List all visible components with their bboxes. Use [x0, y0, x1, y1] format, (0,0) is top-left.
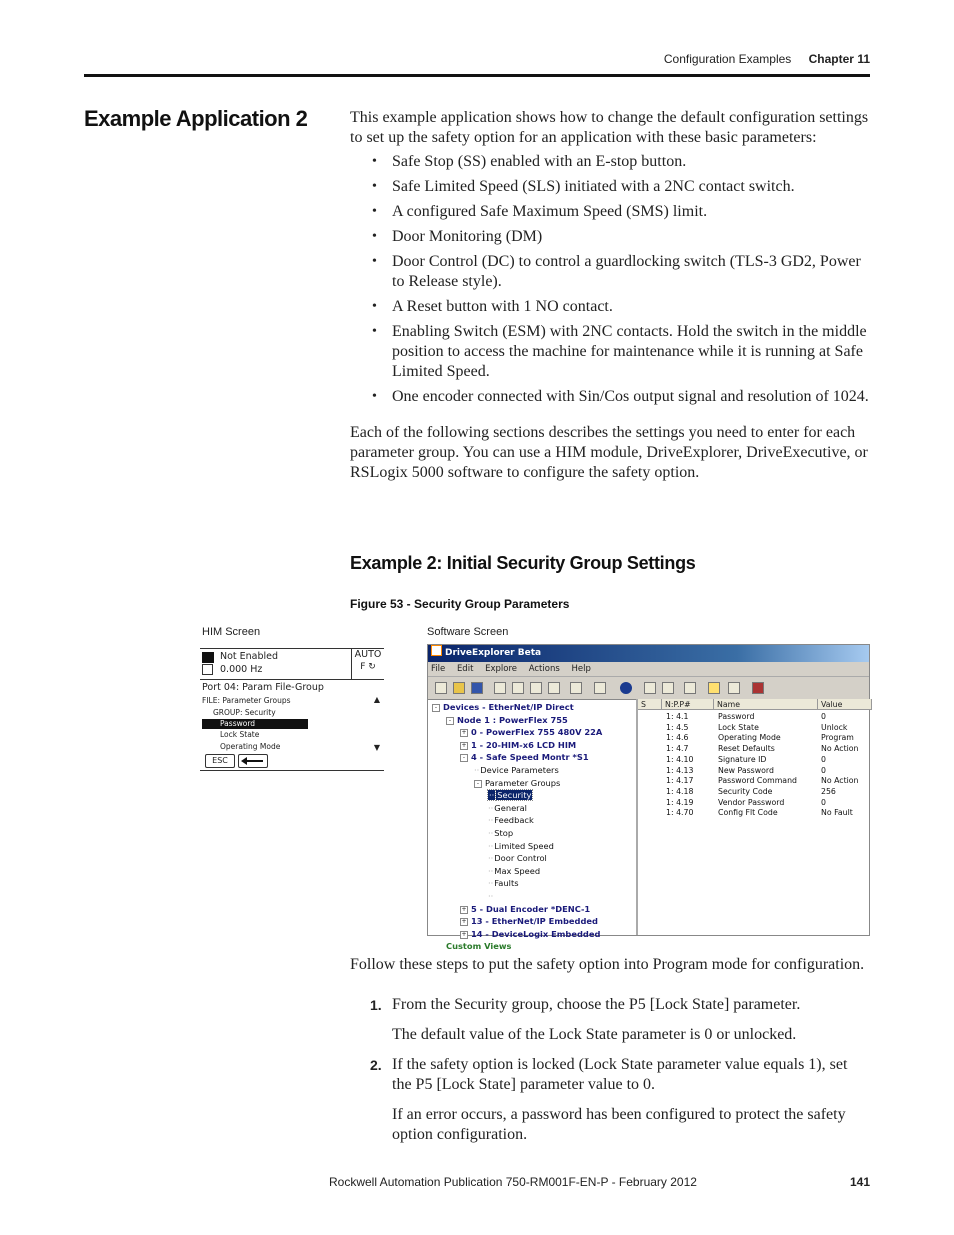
cut-icon[interactable] [494, 682, 506, 694]
tree-node[interactable] [460, 726, 602, 739]
tree-node[interactable] [488, 802, 527, 815]
parameter-list [350, 152, 870, 407]
tree-node-label: Custom Views [446, 941, 512, 952]
him-drive-status: Not Enabled [220, 651, 279, 662]
network-icon[interactable] [684, 682, 696, 694]
table-cell: Program [821, 733, 854, 743]
tree-node-label: Device Parameters [480, 765, 559, 775]
header-section: Configuration Examples [663, 52, 792, 66]
collapse-icon[interactable]: - [432, 704, 440, 712]
col-header-s[interactable]: S [638, 699, 662, 710]
paste-icon[interactable] [530, 682, 542, 694]
module-icon[interactable] [752, 682, 764, 694]
expand-icon[interactable]: + [461, 741, 467, 749]
properties-icon[interactable] [548, 682, 560, 694]
list-item: • Safe Limited Speed (SLS) initiated with a 2NC contact switch. [350, 177, 870, 197]
expand-icon[interactable]: + [461, 729, 467, 737]
table-cell: 1: 4.70 [666, 808, 694, 818]
back-arrow-button[interactable] [238, 754, 268, 768]
tree-node[interactable] [488, 840, 554, 853]
step-text: From the Security group, choose the P5 [Lock State] parameter. [392, 996, 801, 1013]
menu-file[interactable]: File [431, 664, 446, 674]
tree-node[interactable] [488, 827, 513, 840]
list-item: • Enabling Switch (ESM) with 2NC contacts. Hold the switch in the middle position to access the machine for maintenance while it is running at Safe Limited Speed. [350, 322, 870, 382]
table-cell: Operating Mode [718, 733, 781, 743]
toolbar [428, 677, 869, 700]
him-direction [352, 662, 384, 672]
tree-node[interactable] [488, 789, 532, 802]
him-screen-label: HIM Screen [202, 626, 261, 638]
step-number: 1. [370, 997, 382, 1013]
collapse-icon[interactable]: - [474, 780, 482, 788]
tree-node[interactable] [460, 915, 598, 928]
list-item: • Safe Stop (SS) enabled with an E-stop button. [350, 152, 870, 172]
table-cell: Unlock [821, 722, 848, 732]
rotate-icon: ↻ [368, 662, 376, 672]
tree-connector: ·· [489, 790, 495, 801]
table-row[interactable] [638, 787, 869, 798]
table-cell: 0 [821, 797, 826, 807]
body-text [350, 108, 870, 483]
table-cell: Password [718, 712, 755, 721]
table-row[interactable] [638, 808, 869, 819]
tree-node[interactable] [446, 714, 568, 727]
collapse-icon[interactable]: - [446, 717, 454, 725]
status-indicator-icon [202, 652, 214, 663]
scroll-down-icon[interactable]: ▼ [373, 743, 380, 752]
publication-footer: Rockwell Automation Publication 750-RM001F-EN-P - February 2012 [329, 1175, 697, 1189]
tree-node-label: Limited Speed [494, 840, 554, 851]
table-cell: No Fault [821, 808, 853, 818]
page-number: 141 [849, 1175, 870, 1189]
tree-node-label: Stop [494, 828, 514, 838]
step-note: The default value of the Lock State parameter is 0 or unlocked. [392, 1026, 797, 1043]
device-tree[interactable] [428, 699, 638, 952]
direction-label: F [360, 662, 366, 672]
header-chapter: Chapter 11 [808, 52, 870, 66]
table-cell: 1: 4.6 [666, 733, 689, 743]
step-item [350, 1055, 870, 1095]
tree-connector: ·· [488, 840, 494, 851]
tree-connector: ·· [488, 815, 494, 826]
table-cell: 256 [821, 786, 836, 796]
list-item: • Door Monitoring (DM) [350, 227, 870, 247]
wizard-icon[interactable] [708, 682, 720, 694]
expand-icon[interactable]: + [461, 930, 467, 938]
table-cell: 0 [821, 712, 826, 721]
col-header-npp[interactable]: N:P.P# [662, 699, 714, 710]
list-item: • One encoder connected with Sin/Cos output signal and resolution of 1024. [350, 387, 870, 407]
connect-icon[interactable] [570, 682, 582, 694]
table-cell: 1: 4.18 [666, 786, 694, 796]
help-icon[interactable] [728, 682, 740, 694]
tree-node-label: 4 - Safe Speed Montr *S1 [471, 752, 589, 763]
col-header-value[interactable]: Value [818, 699, 872, 710]
tree-node-label: Feedback [494, 815, 534, 826]
driveexplorer-window [427, 644, 870, 952]
tree-node[interactable] [488, 865, 540, 878]
tree-node-label: Security [497, 790, 532, 801]
list-item: • A Reset button with 1 NO contact. [350, 297, 870, 317]
tree-node-label: Max Speed [494, 865, 541, 876]
him-item-password[interactable] [202, 719, 308, 729]
step-text: If the safety option is locked (Lock State parameter value equals 1), set the P5 [Lock State] parameter value to 0. [392, 1056, 848, 1093]
tree-node-label: 0 - PowerFlex 755 480V 22A [471, 727, 603, 738]
list-item: • A configured Safe Maximum Speed (SMS) limit. [350, 202, 870, 222]
tree-node[interactable] [488, 852, 547, 865]
table-cell: 0 [821, 754, 826, 764]
table-row[interactable] [638, 776, 869, 787]
table-cell: New Password [718, 765, 774, 775]
table-cell: No Action [821, 744, 859, 754]
him-file: FILE: Parameter Groups [202, 696, 291, 705]
table-cell: Password Command [718, 776, 797, 786]
tree-connector: ·· [474, 765, 480, 775]
tree-node-label: 1 - 20-HIM-x6 LCD HIM [471, 739, 577, 750]
window-title: DriveExplorer Beta [445, 648, 542, 658]
tree-node[interactable] [488, 890, 494, 903]
tree-connector: ·· [488, 828, 494, 838]
tree-node-label: Faults [494, 878, 519, 889]
software-screen-label: Software Screen [427, 626, 509, 638]
expand-icon[interactable]: + [461, 918, 467, 926]
tree-connector: ·· [488, 891, 494, 901]
tree-node-label: Node 1 : PowerFlex 755 [457, 714, 568, 725]
tree-node-label: Devices - EtherNet/IP Direct [443, 702, 574, 712]
parameter-grid[interactable] [638, 699, 869, 935]
tree-node-label: 14 - DeviceLogix Embedded [471, 928, 601, 939]
table-cell: 1: 4.5 [666, 722, 689, 732]
tree-node[interactable] [432, 701, 574, 714]
tree-connector: ·· [488, 865, 494, 876]
him-group: GROUP: Security [213, 708, 276, 717]
him-status-bar [200, 648, 384, 680]
tree-node[interactable] [460, 739, 576, 752]
sections-paragraph: Each of the following sections describes the settings you need to enter for each parameter group. You can use a HIM module, DriveExplorer, DriveExecutive, or RSLogix 5000 software to configure the safety option. [350, 424, 868, 481]
intro-paragraph: This example application shows how to change the default configuration settings to set up the safety option for an application with these basic parameters: [350, 109, 869, 146]
tree-connector: ·· [488, 853, 494, 864]
scroll-up-icon[interactable]: ▲ [373, 695, 380, 704]
tree-node[interactable] [460, 751, 589, 764]
table-row[interactable] [638, 733, 869, 744]
info-icon[interactable] [620, 682, 632, 694]
step-item [350, 995, 870, 1015]
tree-node[interactable] [460, 928, 600, 941]
step-note: If an error occurs, a password has been configured to protect the safety option configuration. [392, 1106, 846, 1143]
him-mode: AUTO [354, 649, 382, 660]
collapse-icon[interactable]: - [460, 754, 468, 762]
menu-edit[interactable]: Edit [456, 664, 474, 674]
tree-node-label: Parameter Groups [485, 777, 561, 788]
menu-explore[interactable]: Explore [485, 664, 518, 674]
header-rule [84, 74, 870, 77]
tree-connector: ·· [488, 802, 494, 813]
table-cell: Lock State [718, 722, 759, 732]
table-cell: 1: 4.17 [666, 776, 694, 786]
tree-node[interactable] [446, 940, 511, 953]
figure-caption: Figure 53 - Security Group Parameters [350, 597, 570, 611]
compare-icon[interactable] [662, 682, 674, 694]
table-cell: Security Code [718, 786, 773, 796]
tree-node-label: 13 - EtherNet/IP Embedded [471, 916, 598, 927]
table-row[interactable] [638, 723, 869, 734]
table-cell: 1: 4.7 [666, 744, 689, 754]
tree-node-label: General [494, 802, 527, 813]
table-row[interactable] [638, 766, 869, 777]
tree-node[interactable] [488, 877, 519, 890]
tree-node[interactable] [460, 903, 590, 916]
app-icon [431, 645, 442, 656]
expand-icon[interactable]: + [461, 905, 467, 913]
copy-icon[interactable] [512, 682, 524, 694]
tree-node[interactable] [488, 814, 534, 827]
table-row[interactable] [638, 798, 869, 809]
step-number: 2. [370, 1057, 382, 1073]
steps-list [350, 995, 870, 1155]
him-frequency: 0.000 Hz [220, 664, 263, 675]
tree-node-label: Door Control [494, 853, 547, 864]
him-item-lock-state[interactable]: Lock State [220, 730, 260, 739]
running-header [664, 52, 870, 66]
device-icon[interactable] [644, 682, 656, 694]
table-row[interactable] [638, 744, 869, 755]
tree-connector: ·· [488, 878, 494, 889]
table-cell: 1: 4.10 [666, 754, 694, 764]
steps-intro: Follow these steps to put the safety option into Program mode for configuration. [350, 956, 865, 973]
open-icon[interactable] [453, 682, 465, 694]
table-cell: 1: 4.13 [666, 765, 694, 775]
upload-icon[interactable] [594, 682, 606, 694]
table-cell: 1: 4.1 [666, 712, 689, 721]
panes [428, 699, 869, 952]
subheading: Example 2: Initial Security Group Settings [350, 553, 696, 573]
status-indicator-icon [202, 664, 213, 675]
him-item-operating-mode[interactable]: Operating Mode [220, 742, 281, 751]
table-cell: 1: 4.19 [666, 797, 694, 807]
table-row[interactable] [638, 712, 869, 723]
menu-bar [428, 662, 869, 677]
tree-node[interactable] [474, 764, 559, 777]
table-cell: 0 [821, 765, 826, 775]
col-header-name[interactable]: Name [714, 699, 818, 710]
window-titlebar[interactable] [428, 645, 869, 662]
table-row[interactable] [638, 755, 869, 766]
section-title: Example Application 2 [84, 106, 308, 131]
list-item: • Door Control (DC) to control a guardlocking switch (TLS-3 GD2, Power to Release style). [350, 252, 870, 292]
table-cell: Reset Defaults [718, 744, 775, 754]
him-mode-box [351, 649, 384, 679]
item-label: Password [220, 719, 256, 728]
new-icon[interactable] [435, 682, 447, 694]
save-icon[interactable] [471, 682, 483, 694]
him-screen [200, 648, 384, 771]
tree-node-label: 5 - Dual Encoder *DENC-1 [471, 903, 591, 914]
menu-actions[interactable]: Actions [528, 664, 560, 674]
table-cell: Signature ID [718, 754, 767, 764]
tree-node[interactable] [474, 777, 560, 790]
table-cell: No Action [821, 776, 859, 786]
table-cell: Vendor Password [718, 797, 785, 807]
him-bottom-rule [200, 770, 384, 771]
table-cell: Config Flt Code [718, 808, 778, 818]
esc-button[interactable]: ESC [205, 754, 235, 768]
menu-help[interactable]: Help [571, 664, 591, 674]
him-port: Port 04: Param File-Group [202, 682, 324, 693]
